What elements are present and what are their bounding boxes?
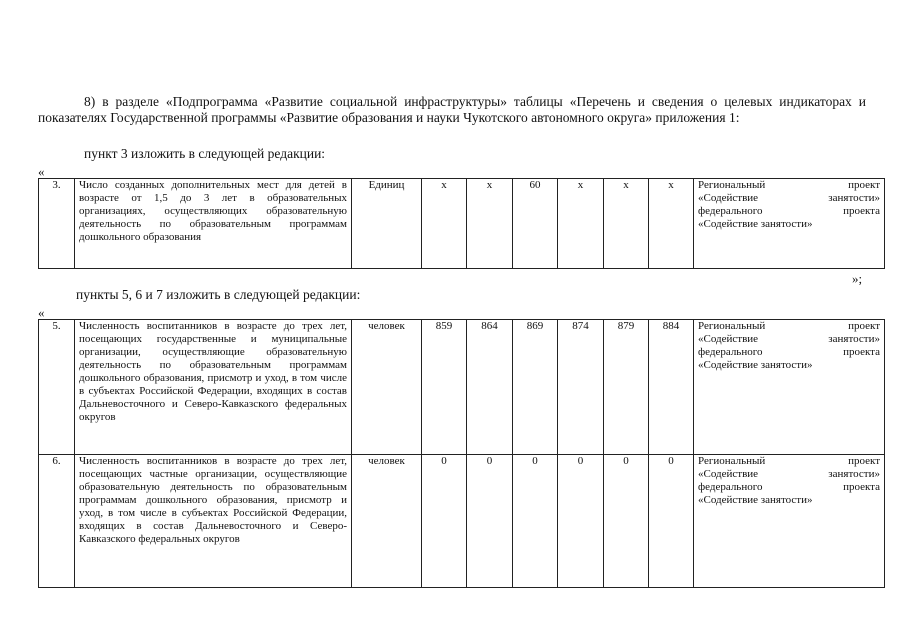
- row-number: 3.: [39, 179, 75, 269]
- row-value: х: [422, 179, 467, 269]
- table-row: [39, 455, 885, 588]
- intro-paragraph: [38, 94, 866, 126]
- open-quote-1: «: [38, 164, 45, 179]
- row-number: 5.: [39, 320, 75, 455]
- row-value: 884: [649, 320, 694, 455]
- project-line: Региональный проект: [698, 455, 880, 467]
- table-row: [39, 179, 885, 269]
- project-line: Региональный проект: [698, 320, 880, 332]
- project-line: «Содействие занятости»: [698, 218, 813, 230]
- row-number: 6.: [39, 455, 75, 588]
- row-value: 0: [558, 455, 604, 588]
- table-row: [39, 320, 885, 455]
- row-unit: человек: [352, 320, 422, 455]
- row-value: 864: [467, 320, 513, 455]
- row-value: х: [467, 179, 513, 269]
- row-value: 0: [422, 455, 467, 588]
- row-value: 0: [649, 455, 694, 588]
- row-project: [694, 179, 885, 269]
- project-line: «Содействие занятости»: [698, 494, 813, 506]
- project-line: «Содействие занятости»: [698, 192, 880, 204]
- row-value: 0: [604, 455, 649, 588]
- intro-paragraph-text: 8) в разделе «Подпрограмма «Развитие социальной инфраструктуры» таблицы «Перечень и сведения о целевых индикаторах и показателях Государственной программы «Развитие образования и науки Чукотского автономного округа» приложения 1:: [38, 94, 866, 125]
- row-project: [694, 455, 885, 588]
- row-unit: Единиц: [352, 179, 422, 269]
- point3-heading: пункт 3 изложить в следующей редакции:: [84, 146, 326, 161]
- open-quote-2: «: [38, 305, 45, 320]
- table-point-3: [38, 178, 885, 269]
- project-line: федерального проекта: [698, 481, 880, 493]
- row-value: х: [558, 179, 604, 269]
- row-value: 859: [422, 320, 467, 455]
- project-line: Региональный проект: [698, 179, 880, 191]
- project-line: федерального проекта: [698, 346, 880, 358]
- table-points-5-6-7: [38, 319, 885, 588]
- row-description: Численность воспитанников в возрасте до трех лет, посещающих государственные и муниципальные организации, осуществляющие образовательную деятельность по образовательным программам дошкольного образования, присмотр и уход, в том числе в субъектах Российской Федерации, входящих в состав Дальневосточного и Северо-Кавказского федеральных округов: [75, 320, 352, 455]
- row-value: 60: [513, 179, 558, 269]
- row-value: х: [604, 179, 649, 269]
- project-line: «Содействие занятости»: [698, 333, 880, 345]
- row-unit: человек: [352, 455, 422, 588]
- points567-heading: пункты 5, 6 и 7 изложить в следующей редакции:: [76, 287, 361, 302]
- close-quote: »;: [852, 271, 863, 286]
- row-value: 0: [513, 455, 558, 588]
- row-value: х: [649, 179, 694, 269]
- row-project: [694, 320, 885, 455]
- row-value: 869: [513, 320, 558, 455]
- row-value: 879: [604, 320, 649, 455]
- row-description: Численность воспитанников в возрасте до трех лет, посещающих частные организации, осуществляющие образовательную деятельность по образовательным программам дошкольного образования, присмотр и уход, в том числе в субъектах Российской Федерации, входящих в состав Дальневосточного и Северо-Кавказского федеральных округов: [75, 455, 352, 588]
- project-line: «Содействие занятости»: [698, 359, 813, 371]
- project-line: «Содействие занятости»: [698, 468, 880, 480]
- row-description: Число созданных дополнительных мест для детей в возрасте от 1,5 до 3 лет в образовательных организациях, осуществляющих образовательную деятельность по образовательным программам дошкольного образования: [75, 179, 352, 269]
- row-value: 0: [467, 455, 513, 588]
- row-value: 874: [558, 320, 604, 455]
- project-line: федерального проекта: [698, 205, 880, 217]
